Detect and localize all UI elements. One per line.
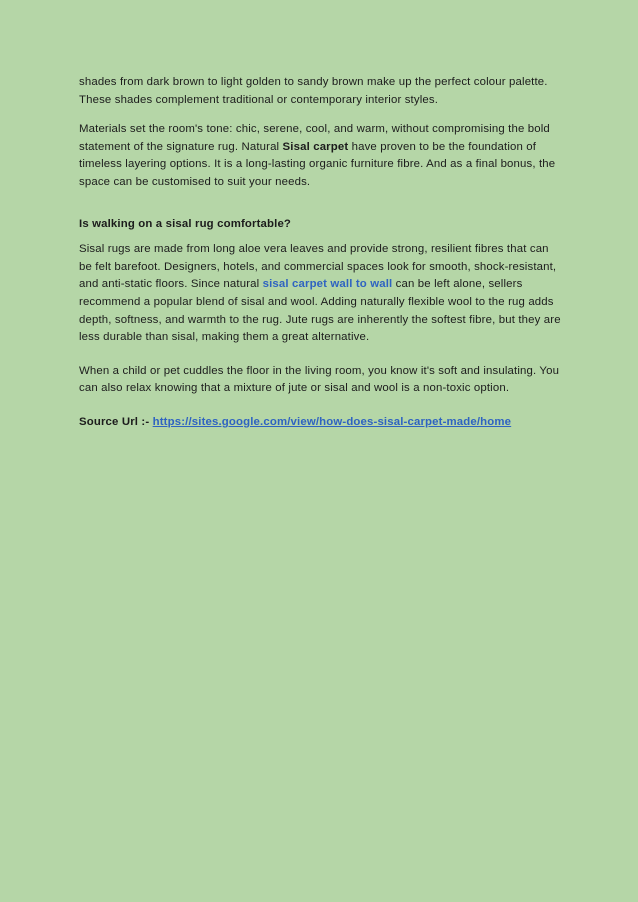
document-page: [79, 74, 563, 432]
source-line: [79, 414, 563, 432]
paragraph-child-pet: When a child or pet cuddles the floor in the living room, you know it's soft and insulating. You can also relax knowing that a mixture of jute or sisal and wool is a non-toxic option.: [79, 364, 560, 395]
paragraph-sisal-rugs-text-after: can be left alone, sellers recommend a popular blend of sisal and wool. Adding naturally flexible wool to the rug adds depth, softness, and warmth to the rug. Jute rugs are inherently the softest fibre, but they are less durable than sisal, making them a great alternative.: [79, 278, 561, 344]
section-heading: Is walking on a sisal rug comfortable?: [79, 217, 292, 230]
source-label: Source Url :-: [79, 415, 153, 428]
keyword-link-sisal-carpet-wall-to-wall[interactable]: sisal carpet wall to wall: [262, 278, 393, 291]
paragraph-materials-text-after: have proven to be the foundation of timeless layering options. It is a long-lasting organic furniture fibre. And as a final bonus, the space can be customised to suit your needs.: [79, 140, 556, 188]
paragraph-materials-text-before: Materials set the room's tone: chic, serene, cool, and warm, without compromising the bold statement of the signature rug. Natural: [79, 123, 550, 153]
paragraph-sisal-rugs: [79, 241, 563, 347]
paragraph-colour-palette: shades from dark brown to light golden to sandy brown make up the perfect colour palette. These shades complement traditional or contemporary interior styles.: [79, 76, 548, 106]
paragraph-sisal-rugs-text-before: Sisal rugs are made from long aloe vera leaves and provide strong, resilient fibres that can be felt barefoot. Designers, hotels, and commercial spaces look for smooth, shock-resistant, and anti-static floors. Since natural: [79, 243, 557, 291]
paragraph-materials: [79, 121, 563, 191]
keyword-sisal-carpet: Sisal carpet: [282, 140, 349, 153]
source-url-link[interactable]: https://sites.google.com/view/how-does-sisal-carpet-made/home: [152, 415, 512, 428]
